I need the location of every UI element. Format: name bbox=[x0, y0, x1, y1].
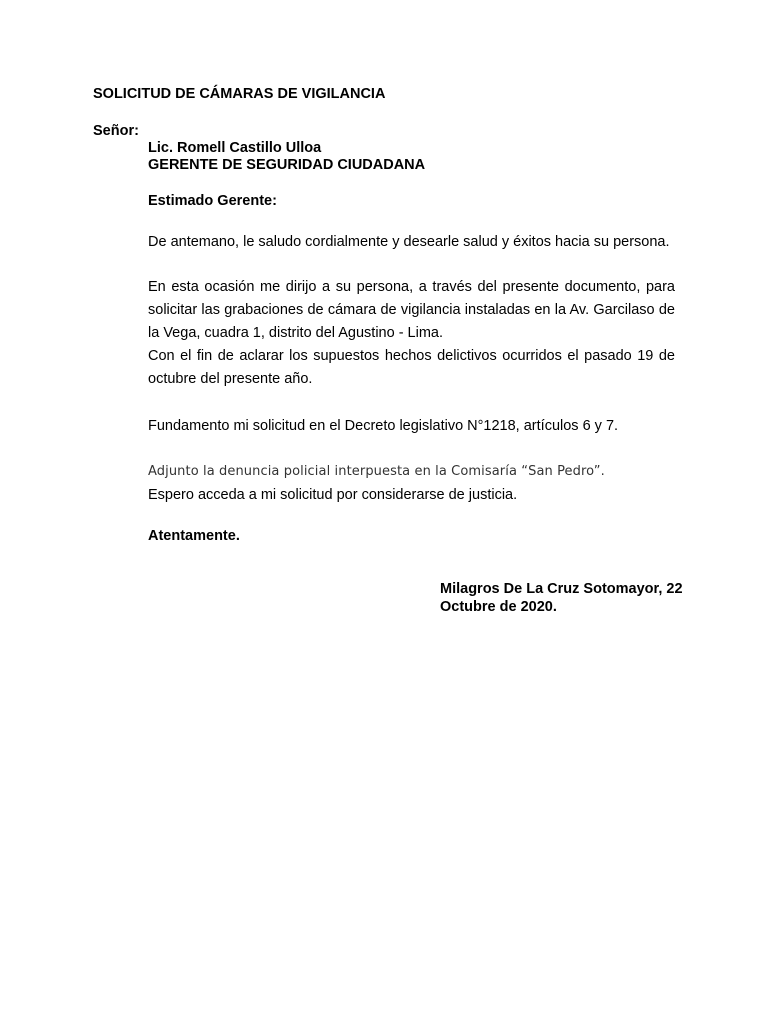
attachment-paragraph: Adjunto la denuncia policial interpuesta en la Comisaría “San Pedro”. bbox=[148, 464, 605, 479]
opening-paragraph: De antemano, le saludo cordialmente y desearle salud y éxitos hacia su persona. bbox=[148, 234, 670, 250]
recipient-name: Lic. Romell Castillo Ulloa bbox=[148, 140, 322, 156]
closing-request-paragraph: Espero acceda a mi solicitud por considerarse de justicia. bbox=[148, 487, 518, 503]
signature-line-1: Milagros De La Cruz Sotomayor, 22 bbox=[440, 581, 683, 597]
greeting: Estimado Gerente: bbox=[148, 193, 277, 209]
legal-basis-paragraph: Fundamento mi solicitud en el Decreto legislativo N°1218, artículos 6 y 7. bbox=[148, 418, 619, 434]
recipient-position: GERENTE DE SEGURIDAD CIUDADANA bbox=[148, 157, 426, 173]
salutation-label: Señor: bbox=[93, 123, 139, 139]
sign-off: Atentamente. bbox=[148, 528, 240, 544]
request-paragraph: En esta ocasión me dirijo a su persona, a través del presente documento, para solicitar las grabaciones de cámara de vigilancia instaladas en la Av. Garcilaso de la Vega, cuadra 1, distrito del Agustino - Lima. bbox=[148, 279, 675, 341]
purpose-paragraph: Con el fin de aclarar los supuestos hechos delictivos ocurridos el pasado 19 de octubre del presente año. bbox=[148, 348, 675, 387]
signature-line-2: Octubre de 2020. bbox=[440, 599, 557, 615]
document-title: SOLICITUD DE CÁMARAS DE VIGILANCIA bbox=[93, 86, 386, 102]
